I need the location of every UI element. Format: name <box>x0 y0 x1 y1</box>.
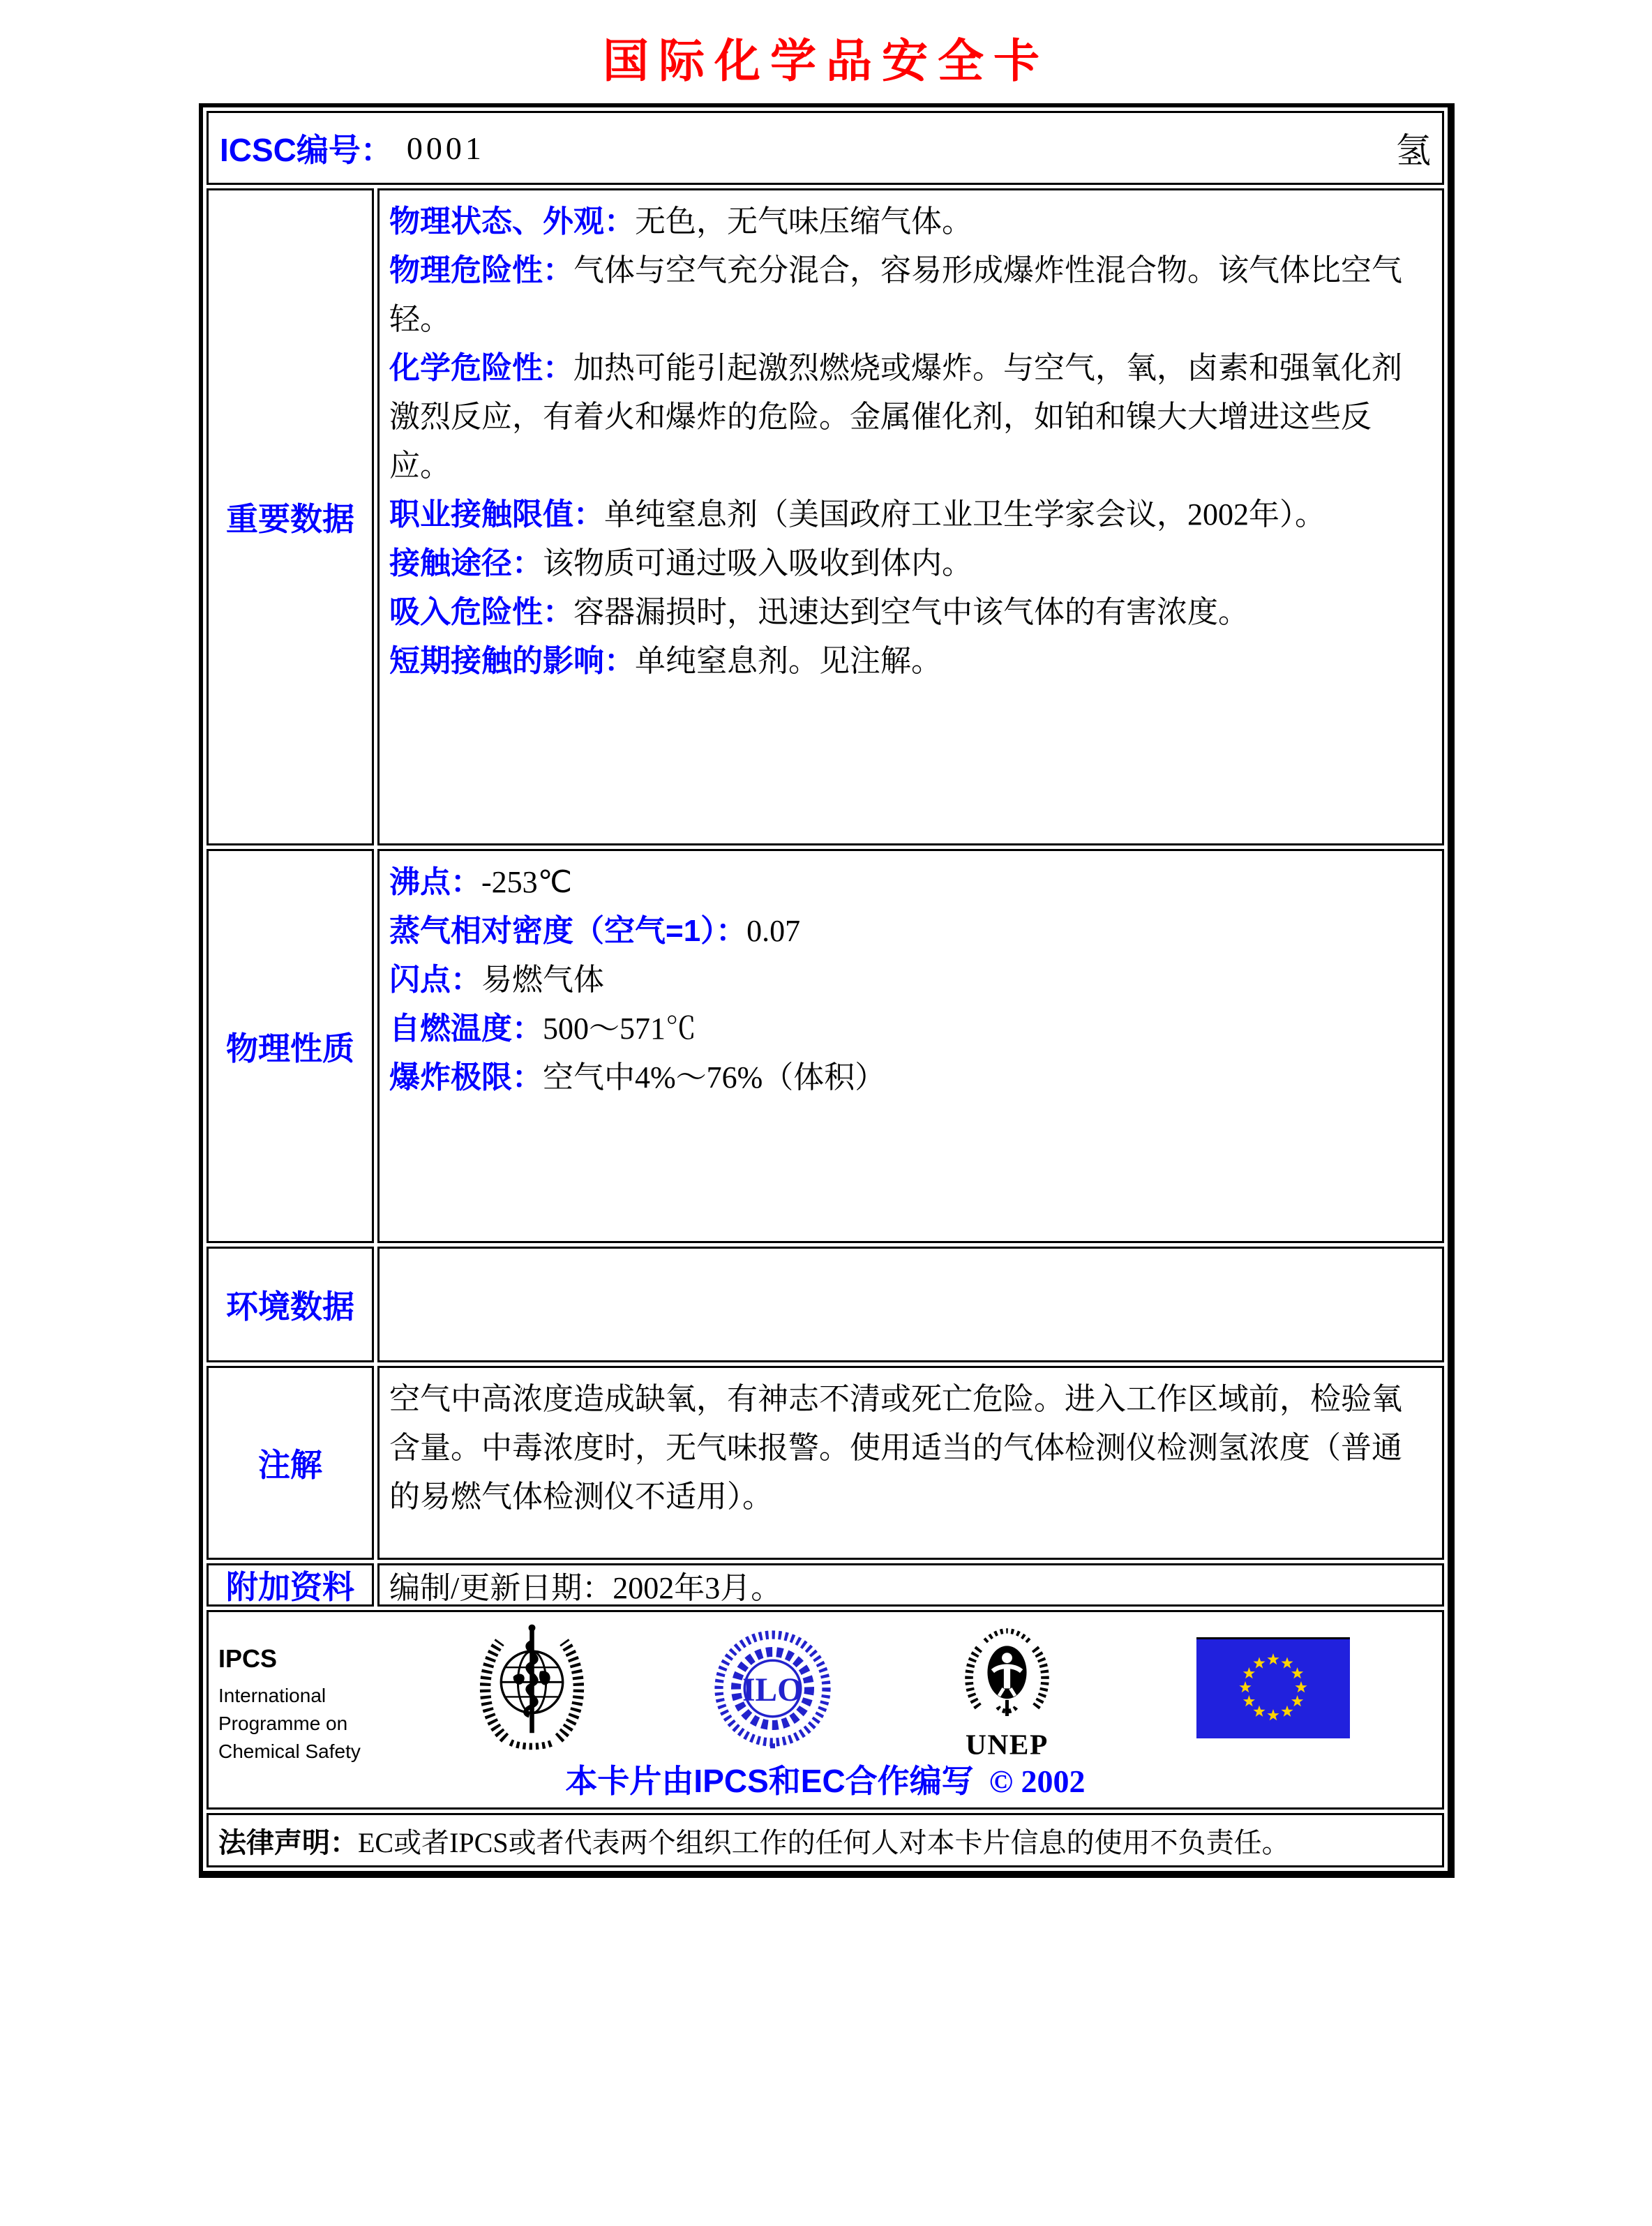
ipcs-line: Programme on <box>218 1713 348 1734</box>
section-label-additional-info: 附加资料 <box>206 1563 374 1607</box>
logos-row <box>206 1610 1444 1810</box>
legal-notice-label: 法律声明： <box>218 1827 358 1858</box>
item-value: 无色，无气味压缩气体。 <box>635 204 973 239</box>
who-logo-icon <box>464 1620 600 1754</box>
important-data-row <box>206 188 1444 845</box>
item-value: 空气中4%～76%（体积） <box>543 1060 886 1095</box>
item-value: 易燃气体 <box>481 963 604 997</box>
item-value: 单纯窒息剂。见注解。 <box>635 644 942 678</box>
data-item <box>389 858 1429 907</box>
item-label: 爆炸极限： <box>389 1060 543 1095</box>
page-title: 国际化学品安全卡 <box>603 36 1049 87</box>
item-label: 职业接触限值： <box>389 497 604 532</box>
ipcs-line: Chemical Safety <box>218 1740 361 1762</box>
data-item <box>389 197 1429 246</box>
icsc-number-value: 0001 <box>406 130 485 166</box>
item-value: 该物质可通过吸入吸收到体内。 <box>543 546 973 580</box>
cooperation-caption <box>209 1756 1442 1802</box>
legal-notice-text: EC或者IPCS或者代表两个组织工作的任何人对本卡片信息的使用不负责任。 <box>358 1826 1290 1858</box>
chemical-name: 氢 <box>1396 131 1431 170</box>
copyright-text: © 2002 <box>989 1763 1086 1799</box>
item-label: 蒸气相对密度（空气=1）： <box>389 914 747 948</box>
data-item <box>389 1005 1429 1053</box>
data-item <box>389 1053 1429 1102</box>
icsc-number-group <box>220 125 485 171</box>
item-label: 化学危险性： <box>389 351 573 385</box>
item-label: 闪点： <box>389 963 481 997</box>
physical-properties-row <box>206 849 1444 1243</box>
additional-info-content <box>377 1563 1444 1607</box>
item-label: 物理状态、外观： <box>389 204 635 239</box>
legal-row <box>206 1813 1444 1867</box>
icsc-card-table <box>199 103 1455 1878</box>
ipcs-title: IPCS <box>218 1644 278 1673</box>
item-label: 吸入危险性： <box>389 595 573 629</box>
item-value: 容器漏损时，迅速达到空气中该气体的有害浓度。 <box>573 595 1249 629</box>
ipcs-text-block <box>218 1644 361 1766</box>
legal-cell <box>206 1813 1444 1867</box>
item-label: 物理危险性： <box>389 253 573 287</box>
environmental-data-row <box>206 1247 1444 1362</box>
eu-flag-icon <box>1196 1637 1350 1738</box>
item-value: 加热可能引起激烈燃烧或爆炸。与空气，氧，卤素和强氧化剂激烈反应，有着火和爆炸的危险。金属催化剂，如铂和镍大大增进这些反应。 <box>389 351 1402 483</box>
ilo-logo-icon <box>708 1627 837 1750</box>
header-cell <box>206 111 1444 185</box>
ipcs-line: International <box>218 1685 326 1706</box>
header-row <box>206 111 1444 185</box>
section-label-physical-properties: 物理性质 <box>206 849 374 1243</box>
notes-row <box>206 1366 1444 1560</box>
data-item <box>389 907 1429 956</box>
additional-info-row <box>206 1563 1444 1607</box>
section-label-notes: 注解 <box>206 1366 374 1560</box>
unep-logo-text: UNEP <box>966 1728 1049 1761</box>
logos-cell <box>206 1610 1444 1810</box>
environmental-data-content <box>377 1247 1444 1362</box>
caption-text: 本卡片由IPCS和EC合作编写 <box>565 1763 974 1799</box>
item-label: 接触途径： <box>389 546 543 580</box>
data-item <box>389 588 1429 637</box>
item-value: 500～571℃ <box>543 1012 696 1046</box>
unep-logo-icon <box>949 1623 1065 1763</box>
data-item <box>389 344 1429 490</box>
icsc-number-label: ICSC编号： <box>220 132 393 168</box>
item-value: 单纯窒息剂（美国政府工业卫生学家会议，2002年）。 <box>604 497 1326 532</box>
data-item <box>389 539 1429 588</box>
data-item <box>389 956 1429 1005</box>
item-value: 气体与空气充分混合，容易形成爆炸性混合物。该气体比空气轻。 <box>389 253 1402 336</box>
item-label: 沸点： <box>389 865 481 899</box>
notes-content: 空气中高浓度造成缺氧，有神志不清或死亡危险。进入工作区域前，检验氧含量。中毒浓度时，无气味报警。使用适当的气体检测仪检测氢浓度（普通的易燃气体检测仪不适用）。 <box>377 1366 1444 1560</box>
update-date-label: 编制/更新日期： <box>389 1571 613 1605</box>
update-date-value: 2002年3月。 <box>613 1571 782 1605</box>
section-label-important-data: 重要数据 <box>206 188 374 845</box>
ilo-logo-text: ILO <box>742 1672 803 1708</box>
data-item <box>389 637 1429 686</box>
section-label-environmental-data: 环境数据 <box>206 1247 374 1362</box>
item-value: 0.07 <box>746 914 801 948</box>
data-item <box>389 246 1429 344</box>
physical-properties-content <box>377 849 1444 1243</box>
item-label: 自燃温度： <box>389 1012 543 1046</box>
data-item <box>389 490 1429 539</box>
item-label: 短期接触的影响： <box>389 644 635 678</box>
important-data-content <box>377 188 1444 845</box>
item-value: -253℃ <box>481 865 573 899</box>
